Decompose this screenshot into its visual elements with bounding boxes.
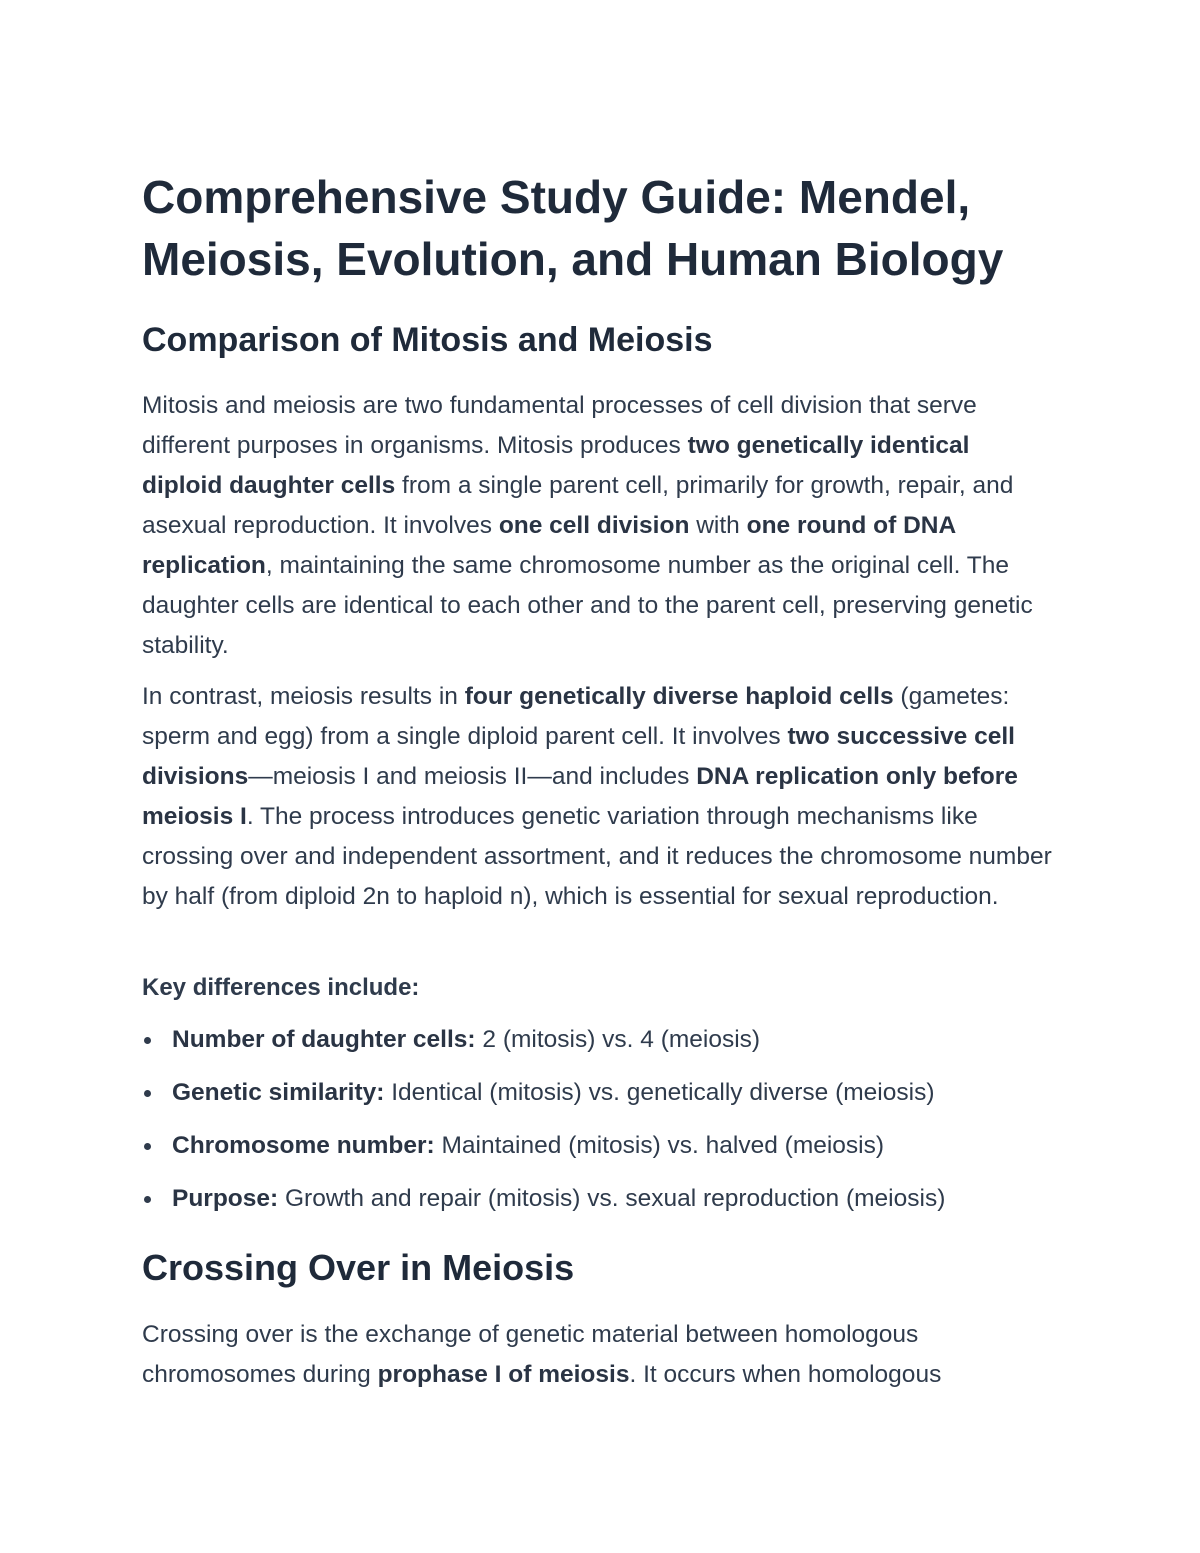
list-item [142, 1022, 1062, 1058]
bullet-icon [144, 1143, 151, 1150]
paragraph-text: Mitosis and meiosis are two fundamental processes of cell division that serve different purposes in organisms. Mitosis produces [142, 392, 977, 459]
bold-phrase: two successive cell divisions [142, 723, 1015, 790]
paragraph-text: . The process introduces genetic variation through mechanisms like crossing over and independent assortment, and it reduces the chromosome number by half (from diploid 2n to haploid n), which is essential for sexual reproduction. [142, 803, 1052, 910]
paragraph-text: , maintaining the same chromosome number as the original cell. The daughter cells are identical to each other and to the parent cell, preserving genetic stability. [142, 552, 1033, 659]
list-item-label: Chromosome number: [172, 1132, 435, 1159]
bold-phrase: one round of DNA replication [142, 512, 956, 579]
paragraph-crossing-over [142, 1315, 1052, 1395]
bold-phrase: one cell division [498, 512, 690, 539]
section-heading-crossing-over: Crossing Over in Meiosis [142, 1247, 575, 1288]
list-item-label: Purpose: [172, 1185, 279, 1212]
list-item [142, 1181, 1062, 1217]
paragraph-mitosis [142, 386, 1052, 666]
bullet-icon [144, 1196, 151, 1203]
bold-phrase: DNA replication only before meiosis I [142, 763, 1018, 830]
bullet-icon [144, 1037, 151, 1044]
bold-phrase: four genetically diverse haploid cells [464, 683, 894, 710]
paragraph-text: . It occurs when homologous [629, 1361, 942, 1388]
paragraph-text: from a single parent cell, primarily for growth, repair, and asexual reproduction. It involves [142, 472, 1014, 539]
list-item-label: Genetic similarity: [172, 1079, 385, 1106]
paragraph-text: (gametes: sperm and egg) from a single diploid parent cell. It involves [142, 683, 1010, 750]
paragraph-text: Crossing over is the exchange of genetic material between homologous chromosomes during [142, 1321, 919, 1388]
paragraph-meiosis [142, 677, 1052, 917]
list-item-text: Growth and repair (mitosis) vs. sexual reproduction (meiosis) [278, 1185, 946, 1212]
list-item-text: Maintained (mitosis) vs. halved (meiosis) [434, 1132, 885, 1159]
key-differences-label: Key differences include: [142, 974, 420, 1001]
list-item-text: Identical (mitosis) vs. genetically diverse (meiosis) [384, 1079, 935, 1106]
paragraph-text: In contrast, meiosis results in [142, 683, 465, 710]
bold-phrase: prophase I of meiosis [377, 1361, 630, 1388]
list-item-label: Number of daughter cells: [172, 1026, 476, 1053]
paragraph-text: —meiosis I and meiosis II—and includes [248, 763, 697, 790]
document-title: Comprehensive Study Guide: Mendel, Meiosis, Evolution, and Human Biology [142, 171, 1004, 285]
bullet-icon [144, 1090, 151, 1097]
list-item [142, 1128, 1062, 1164]
section-heading-mitosis-meiosis: Comparison of Mitosis and Meiosis [142, 321, 713, 359]
differences-list [142, 1022, 1062, 1234]
list-item [142, 1075, 1062, 1111]
bold-phrase: two genetically identical diploid daughter cells [142, 432, 970, 499]
list-item-text: 2 (mitosis) vs. 4 (meiosis) [475, 1026, 761, 1053]
paragraph-text: with [689, 512, 747, 539]
